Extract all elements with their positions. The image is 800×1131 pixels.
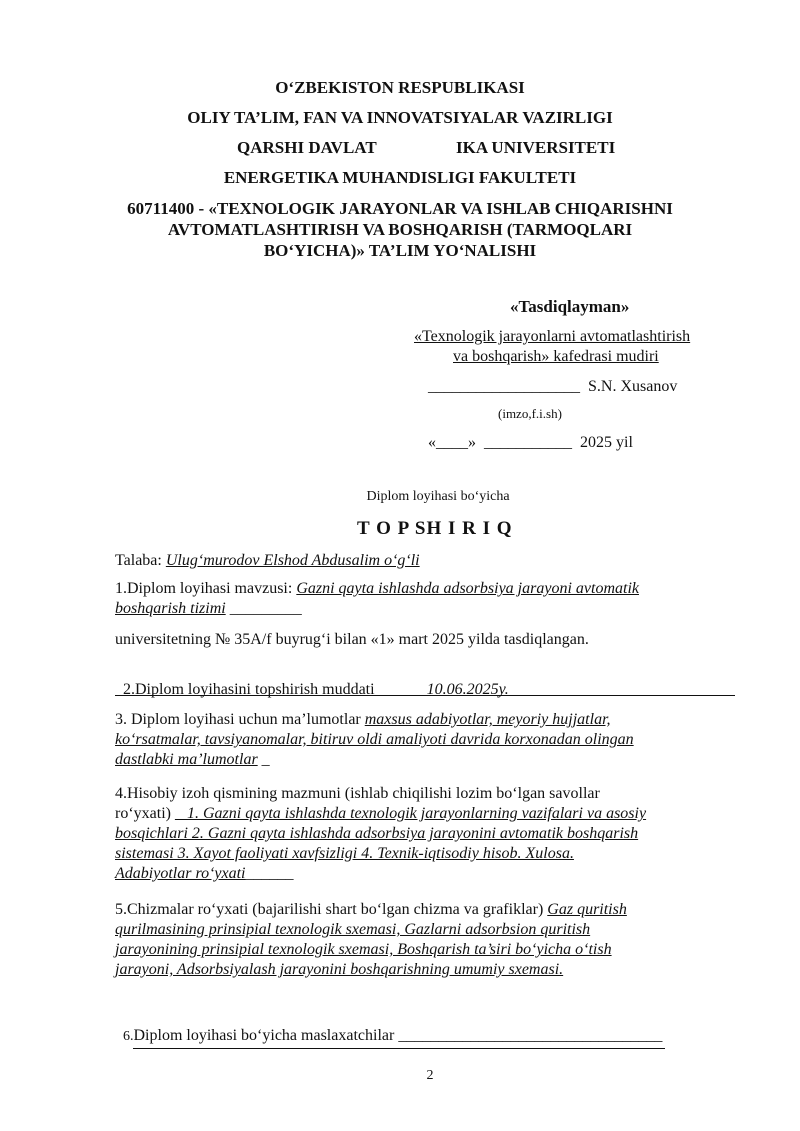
approval-title: «Tasdiqlayman» [510, 297, 630, 316]
student-name: Ulug‘murodov Elshod Abdusalim o‘g‘li [165, 552, 420, 569]
item1-fill: _________ [225, 600, 302, 617]
item5-value-line3: jarayonining prinsipial texnologik sxemasi, Boshqarish ta’siri bo‘yicha o‘tish [115, 941, 612, 958]
item2-fill: ______________ [508, 681, 625, 698]
item4 [115, 784, 741, 884]
student-row [115, 551, 420, 571]
approval-date-line: «____» ___________ 2025 yil [428, 434, 633, 451]
item4-label-line1: 4.Hisobiy izoh qismining mazmuni (ishlab chiqilishi lozim bo‘lgan savollar [115, 785, 600, 802]
approval-signature-line: ___________________ S.N. Xusanov [428, 378, 678, 395]
item3-value-line1: maxsus adabiyotlar, meyoriy hujjatlar, [364, 711, 611, 728]
item5-value-line2: qurilmasining prinsipial texnologik sxemasi, Gazlarni adsorbsion quritish [115, 921, 591, 938]
item1-line1 [115, 579, 741, 599]
item5-value-line4: jarayoni, Adsorbsiyalash jarayonini boshqarishning umumiy sxemasi. [115, 961, 564, 978]
header-program-line3: BO‘YICHA)» TA’LIM YO‘NALISHI [263, 241, 537, 260]
item2-value: 10.06.2025y. [426, 681, 509, 698]
header-university-left: QARSHI DAVLAT [237, 138, 377, 157]
header-faculty: ENERGETIKA MUHANDISLIGI FAKULTETI [223, 168, 577, 187]
item3-line1 [115, 710, 741, 730]
page-number: 2 [426, 1068, 434, 1083]
item1 [115, 579, 741, 619]
item6-rule [133, 1048, 665, 1049]
item3 [115, 710, 741, 770]
doc-subtitle: Diplom loyihasi bo‘yicha [366, 489, 510, 504]
item3-fill: _ [257, 751, 270, 768]
item5-label: 5.Chizmalar ro‘yxati (bajarilishi shart bo‘lgan chizma va grafiklar) [115, 901, 548, 918]
item4-fill: ______ [245, 865, 294, 882]
item4-label-line2: ro‘yxati) [115, 805, 175, 822]
item4-value-line4: Adabiyotlar ro‘yxati [115, 865, 246, 882]
header-program-line2: AVTOMATLASHTIRISH VA BOSHQARISH (TARMOQLARI [167, 220, 633, 239]
item5-line1 [115, 900, 741, 920]
item4-value-line1: _ 1. Gazni qayta ishlashda texnologik jarayonlarning vazifalari va asosiy [174, 805, 647, 822]
item6-fill: _________________________________ [398, 1027, 663, 1044]
header-ministry: OLIY TA’LIM, FAN VA INNOVATSIYALAR VAZIRLIGI [187, 108, 613, 127]
item4-line5 [115, 864, 741, 884]
item6-label: Diplom loyihasi bo‘yicha maslaxatchilar [133, 1027, 399, 1044]
header-redaction [386, 136, 446, 162]
item3-label: 3. Diplom loyihasi uchun ma’lumotlar [115, 711, 365, 728]
item5 [115, 900, 741, 980]
item2 [115, 660, 625, 700]
item4-value-line2: bosqichlari 2. Gazni qayta ishlashda adsorbsiya jarayonini avtomatik boshqarish [115, 825, 639, 842]
student-label: Talaba: [115, 552, 166, 569]
item4-value-line3: sistemasi 3. Xayot faoliyati xavfsizligi 4. Texnik-iqtisodiy hisob. Xulosa. [115, 845, 574, 862]
item6-number: 6. [123, 1029, 134, 1044]
header-program-line1: 60711400 - «TEXNOLOGIK JARAYONLAR VA ISHLAB CHIQARISHNI [127, 199, 673, 218]
item6 [115, 1006, 662, 1047]
item1-value-line1: Gazni qayta ishlashda adsorbsiya jarayoni avtomatik [296, 580, 639, 597]
item3-line3 [115, 750, 741, 770]
item2-label: 2.Diplom loyihasini topshirish muddati ______ [123, 681, 427, 698]
item3-value-line2: ko‘rsatmalar, tavsiyanomalar, bitiruv oldi amaliyoti davrida korxonadan olingan [115, 731, 634, 748]
item2-rule [115, 695, 735, 696]
approval-dept-line2: va boshqarish» kafedrasi mudiri [453, 348, 659, 365]
doc-title: T O P SH I R I Q [357, 518, 513, 539]
approval-signature-caption: (imzo,f.i.sh) [498, 406, 562, 421]
approval-dept-line1: «Texnologik jarayonlarni avtomatlashtirish [414, 328, 691, 345]
item1-label: 1.Diplom loyihasi mavzusi: [115, 580, 297, 597]
item5-value-line1: Gaz quritish [547, 901, 627, 918]
item3-value-line3: dastlabki ma’lumotlar [115, 751, 258, 768]
order-line: universitetning № 35A/f buyrug‘i bilan «1» mart 2025 yilda tasdiqlangan. [115, 631, 589, 648]
item1-value-line2: boshqarish tizimi [115, 600, 226, 617]
item4-line2 [115, 804, 741, 824]
header-university-right: IKA UNIVERSITETI [456, 138, 616, 157]
item1-line2 [115, 599, 741, 619]
header-country: O‘ZBEKISTON RESPUBLIKASI [275, 78, 525, 97]
